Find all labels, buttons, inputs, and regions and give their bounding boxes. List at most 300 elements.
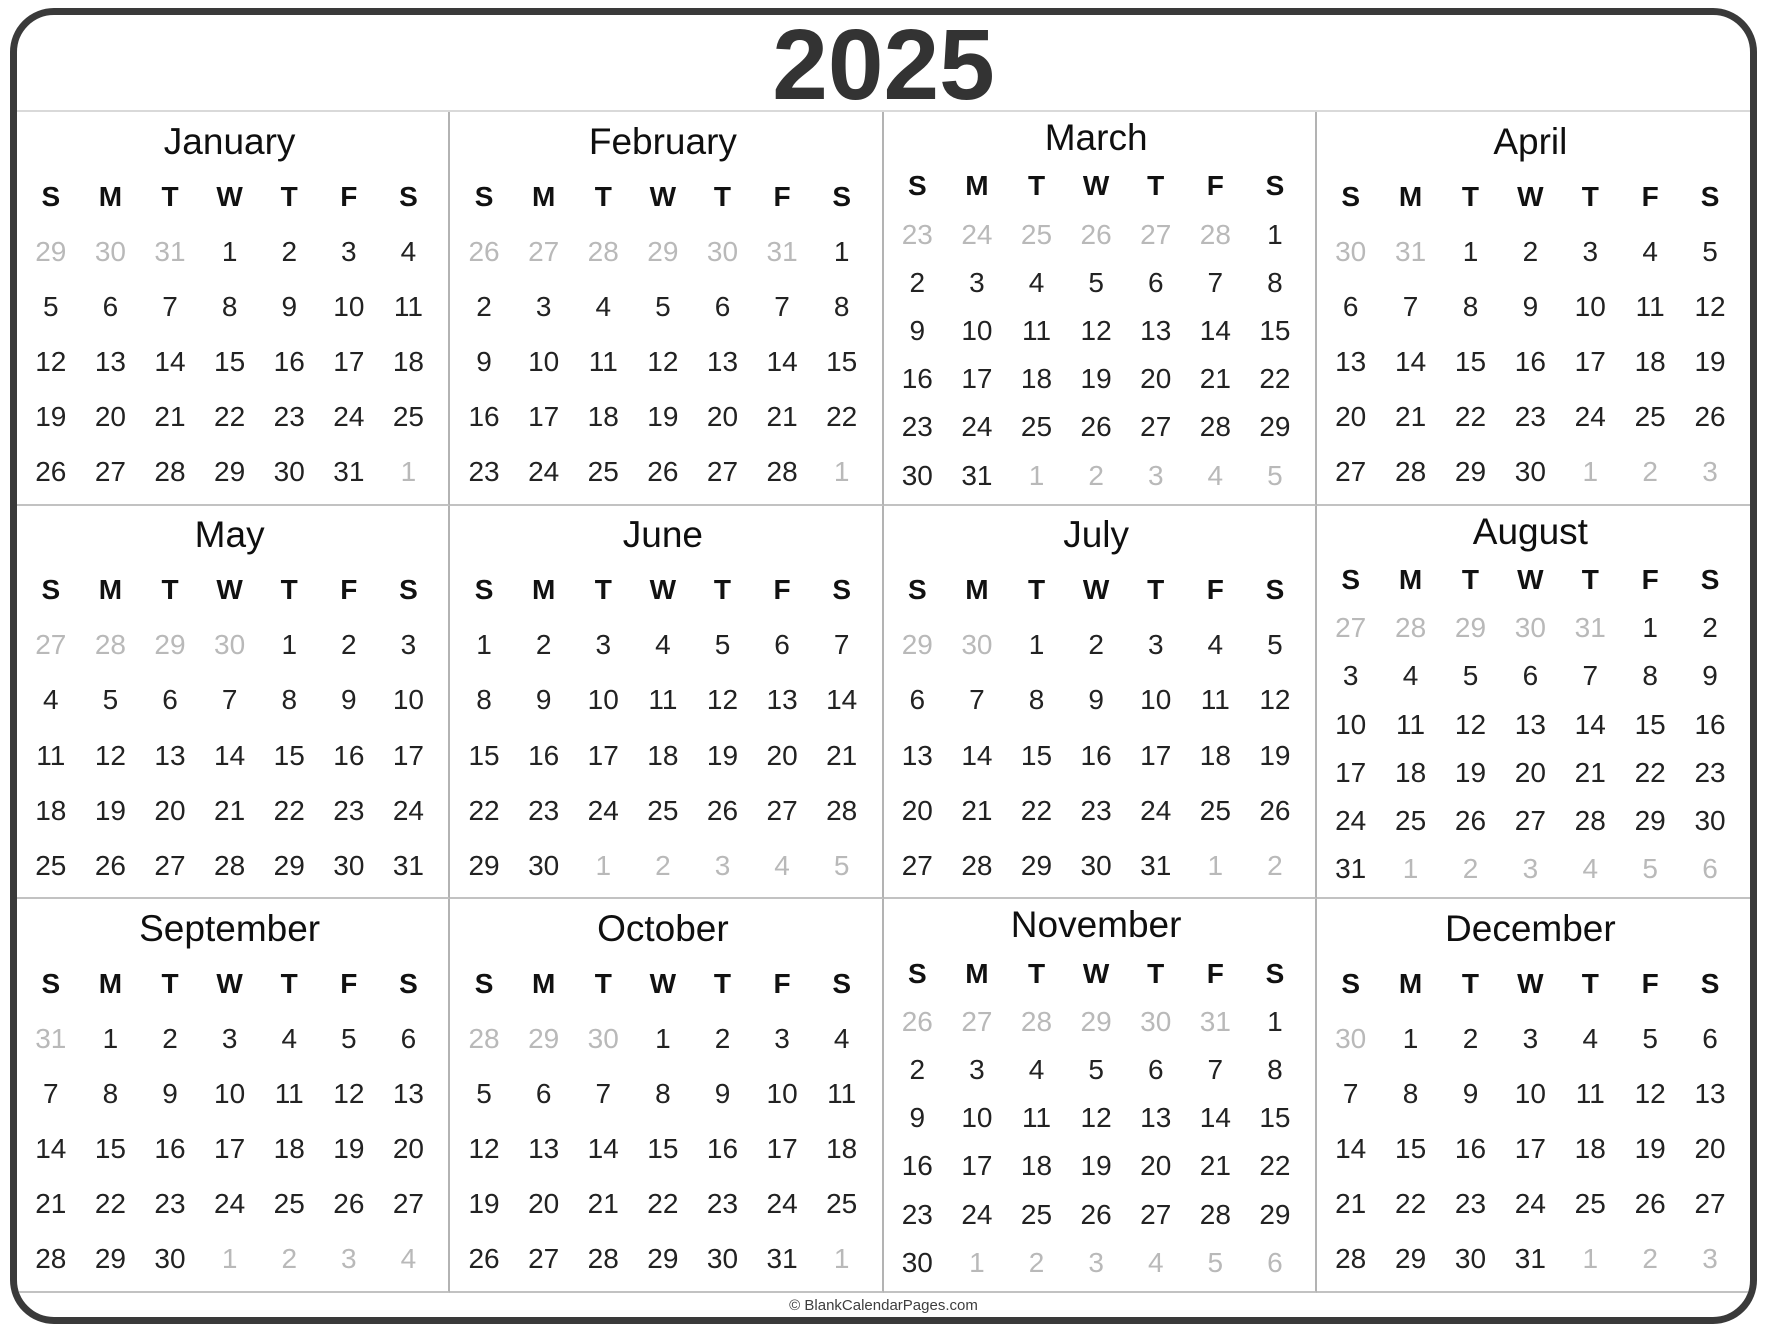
day-cell: 15: [1020, 739, 1053, 771]
day-cell: 8: [476, 684, 492, 716]
day-cell: 2: [1462, 1023, 1479, 1055]
day-cell: 10: [961, 1102, 993, 1134]
day-cell: 21: [961, 794, 993, 826]
month-title: October: [597, 907, 729, 949]
day-cell: 14: [587, 1133, 619, 1165]
day-cell: 22: [1395, 1188, 1427, 1220]
day-cell: 27: [961, 1005, 993, 1037]
day-cell: 3: [1702, 1243, 1718, 1275]
day-cell: 10: [1335, 708, 1367, 740]
day-cell: 28: [1199, 1198, 1231, 1230]
month-december: [1317, 899, 1750, 1293]
weekday-label: T: [713, 180, 732, 212]
day-cell: 27: [1335, 612, 1367, 644]
day-cell: 9: [714, 1078, 731, 1110]
day-cell: 15: [273, 739, 305, 771]
weekday-label: M: [965, 170, 989, 202]
day-cell: 13: [94, 345, 126, 377]
day-cell: 1: [400, 456, 417, 488]
calendar-frame: [10, 8, 1757, 1324]
day-cell: 18: [826, 1133, 858, 1165]
day-cell: 18: [1634, 345, 1666, 377]
day-cell: 19: [1634, 1133, 1666, 1165]
week-row: [1321, 1232, 1740, 1287]
day-cell: 22: [214, 401, 246, 433]
weekday-label: S: [1700, 180, 1720, 212]
day-cell: 7: [43, 1078, 59, 1110]
day-cell: 25: [273, 1188, 305, 1220]
week-row: [888, 673, 1305, 728]
day-cell: 20: [154, 794, 186, 826]
weekday-label: S: [41, 967, 61, 999]
day-cell: 31: [1199, 1005, 1231, 1037]
day-cell: 24: [1514, 1188, 1546, 1220]
week-row: [1321, 1177, 1740, 1232]
weekday-label: F: [1206, 574, 1224, 606]
week-row: [888, 451, 1305, 499]
day-cell: 11: [393, 290, 423, 322]
day-cell: 21: [587, 1188, 619, 1220]
day-cell: 28: [35, 1243, 67, 1275]
day-cell: 25: [1574, 1188, 1606, 1220]
weekday-label: S: [907, 170, 927, 202]
day-cell: 17: [392, 739, 425, 771]
day-cell: 30: [1514, 612, 1546, 644]
day-cell: 28: [154, 456, 186, 488]
day-cell: 25: [1634, 401, 1666, 433]
day-cell: 22: [1259, 1150, 1291, 1182]
day-cell: 4: [281, 1023, 298, 1055]
weekday-label: W: [649, 180, 677, 212]
day-cell: 25: [826, 1188, 858, 1220]
day-cell: 9: [281, 290, 298, 322]
week-row: [888, 1046, 1305, 1094]
day-cell: 29: [1454, 612, 1487, 644]
day-cell: 31: [1574, 612, 1606, 644]
weekday-header-row: [888, 563, 1305, 618]
day-cell: 2: [281, 1243, 298, 1275]
day-cell: 21: [766, 401, 798, 433]
week-row: [21, 389, 438, 444]
weekday-label: M: [531, 967, 556, 999]
day-cell: 10: [1574, 290, 1606, 322]
day-cell: 24: [528, 456, 560, 488]
day-cell: 3: [1522, 853, 1539, 885]
day-cell: 21: [826, 739, 858, 771]
week-row: [454, 224, 871, 279]
day-cell: 31: [766, 235, 798, 267]
day-cell: 2: [655, 849, 671, 881]
day-cell: 4: [1402, 660, 1419, 692]
day-cell: 18: [1395, 756, 1427, 788]
day-cell: 2: [476, 290, 492, 322]
footer: [17, 1293, 1750, 1317]
day-cell: 24: [333, 401, 365, 433]
day-cell: 11: [1200, 684, 1230, 716]
weekday-label: S: [1341, 180, 1361, 212]
day-cell: 1: [1028, 629, 1045, 661]
weekday-label: S: [1341, 563, 1361, 595]
weekday-label: S: [399, 180, 418, 212]
weekday-header-row: [21, 956, 438, 1011]
day-cell: 23: [1080, 794, 1112, 826]
weekday-label: W: [216, 180, 243, 212]
week-row: [454, 1067, 871, 1122]
day-cell: 11: [1635, 290, 1665, 322]
day-cell: 15: [1454, 345, 1487, 377]
day-cell: 26: [333, 1188, 365, 1220]
weekday-label: S: [474, 967, 494, 999]
day-cell: 11: [1021, 1102, 1052, 1134]
weekday-label: S: [41, 574, 61, 606]
day-cell: 29: [468, 849, 500, 881]
weekday-label: T: [1147, 574, 1165, 606]
weekday-label: W: [1517, 563, 1544, 595]
day-cell: 20: [766, 739, 798, 771]
day-cell: 30: [961, 629, 993, 661]
day-cell: 20: [1514, 756, 1546, 788]
day-cell: 16: [1694, 708, 1726, 740]
week-row: [454, 1232, 871, 1287]
weekday-label: T: [161, 967, 179, 999]
day-cell: 23: [901, 411, 933, 443]
day-cell: 5: [102, 684, 119, 716]
day-cell: 13: [706, 345, 739, 377]
day-cell: 23: [333, 794, 365, 826]
day-cell: 16: [1454, 1133, 1487, 1165]
day-cell: 29: [1634, 804, 1666, 836]
day-cell: 31: [154, 235, 186, 267]
weekday-label: T: [1581, 563, 1599, 595]
weekday-label: W: [216, 967, 243, 999]
month-march: [884, 112, 1317, 506]
day-cell: 11: [648, 684, 678, 716]
day-cell: 24: [392, 794, 425, 826]
day-cell: 17: [766, 1133, 798, 1165]
day-cell: 6: [1147, 1054, 1164, 1086]
day-cell: 18: [1574, 1133, 1606, 1165]
day-cell: 3: [1522, 1023, 1539, 1055]
day-cell: 10: [1514, 1078, 1546, 1110]
weekday-label: W: [649, 967, 677, 999]
weekday-label: T: [1461, 563, 1480, 595]
day-cell: 29: [1259, 411, 1291, 443]
weekday-label: F: [1206, 957, 1224, 989]
day-cell: 10: [392, 684, 425, 716]
day-cell: 30: [901, 1246, 933, 1278]
day-cell: 3: [1147, 629, 1164, 661]
weekday-label: T: [1027, 574, 1046, 606]
day-cell: 4: [655, 629, 671, 661]
day-cell: 22: [1259, 363, 1291, 395]
day-cell: 17: [214, 1133, 246, 1165]
day-cell: 30: [1514, 456, 1546, 488]
day-cell: 1: [221, 1243, 238, 1275]
day-cell: 25: [1395, 804, 1427, 836]
week-row: [454, 279, 871, 334]
weekday-label: T: [1461, 967, 1480, 999]
week-row: [1321, 445, 1740, 500]
weekday-label: F: [340, 574, 358, 606]
day-cell: 24: [1574, 401, 1606, 433]
week-row: [454, 1177, 871, 1232]
week-row: [21, 224, 438, 279]
day-cell: 19: [706, 739, 739, 771]
day-cell: 23: [1694, 756, 1726, 788]
day-cell: 29: [901, 629, 933, 661]
day-cell: 8: [1462, 290, 1479, 322]
day-cell: 27: [1140, 411, 1172, 443]
day-cell: 3: [1342, 660, 1359, 692]
day-cell: 8: [1642, 660, 1658, 692]
week-row: [1321, 389, 1740, 444]
month-february: [450, 112, 883, 506]
day-cell: 12: [706, 684, 739, 716]
day-cell: 19: [1080, 1150, 1112, 1182]
day-cell: 2: [909, 1054, 926, 1086]
day-cell: 6: [1342, 290, 1359, 322]
day-cell: 26: [901, 1005, 933, 1037]
day-cell: 21: [1395, 401, 1427, 433]
month-october: [450, 899, 883, 1293]
day-cell: 15: [468, 739, 500, 771]
day-cell: 31: [35, 1023, 67, 1055]
day-cell: 3: [969, 1054, 985, 1086]
day-cell: 13: [528, 1133, 560, 1165]
day-cell: 9: [1702, 660, 1718, 692]
day-cell: 6: [535, 1078, 552, 1110]
weekday-label: M: [1398, 967, 1423, 999]
day-cell: 4: [400, 1243, 417, 1275]
day-cell: 13: [392, 1078, 425, 1110]
day-cell: 4: [1582, 1023, 1599, 1055]
day-cell: 30: [1454, 1243, 1487, 1275]
day-cell: 26: [468, 1243, 500, 1275]
day-cell: 10: [766, 1078, 798, 1110]
day-cell: 23: [273, 401, 305, 433]
weekday-label: S: [41, 180, 61, 212]
week-row: [888, 210, 1305, 258]
day-cell: 18: [35, 794, 67, 826]
month-may: [17, 506, 450, 900]
year-title: 2025: [772, 8, 995, 121]
weekday-label: F: [340, 180, 358, 212]
week-row: [888, 1239, 1305, 1287]
day-cell: 1: [1207, 849, 1224, 881]
day-cell: 1: [1402, 1023, 1419, 1055]
day-cell: 27: [1140, 1198, 1172, 1230]
day-cell: 18: [392, 345, 425, 377]
day-cell: 29: [1395, 1243, 1427, 1275]
day-cell: 25: [1020, 1198, 1053, 1230]
day-cell: 5: [1642, 1023, 1658, 1055]
day-cell: 29: [1020, 849, 1053, 881]
day-cell: 2: [714, 1023, 731, 1055]
day-cell: 6: [1702, 1023, 1718, 1055]
day-cell: 14: [1574, 708, 1606, 740]
week-row: [1321, 1012, 1740, 1067]
month-title: November: [1010, 904, 1182, 946]
day-cell: 28: [961, 849, 993, 881]
day-cell: 28: [826, 794, 858, 826]
week-row: [1321, 279, 1740, 334]
day-cell: 26: [1694, 401, 1726, 433]
weekday-label: M: [965, 574, 989, 606]
day-cell: 14: [826, 684, 858, 716]
day-cell: 4: [1582, 853, 1599, 885]
day-cell: 2: [1088, 629, 1104, 661]
day-cell: 7: [774, 290, 790, 322]
day-cell: 5: [1267, 629, 1283, 661]
day-cell: 26: [1080, 411, 1112, 443]
weekday-label: F: [1641, 563, 1659, 595]
day-cell: 30: [273, 456, 305, 488]
weekday-label: T: [280, 180, 298, 212]
weekday-header-row: [1321, 956, 1740, 1011]
day-cell: 2: [1462, 853, 1479, 885]
day-cell: 15: [1259, 1102, 1291, 1134]
day-cell: 17: [961, 363, 993, 395]
day-cell: 26: [1454, 804, 1487, 836]
week-row: [21, 838, 438, 893]
day-cell: 26: [35, 456, 67, 488]
day-cell: 28: [1020, 1005, 1053, 1037]
day-cell: 22: [1634, 756, 1666, 788]
day-cell: 2: [1642, 456, 1658, 488]
weekday-label: S: [907, 574, 927, 606]
weekday-label: M: [98, 180, 123, 212]
weekday-label: M: [965, 957, 989, 989]
day-cell: 7: [969, 684, 985, 716]
week-row: [888, 783, 1305, 838]
day-cell: 6: [400, 1023, 417, 1055]
day-cell: 20: [1140, 1150, 1172, 1182]
day-cell: 1: [1267, 1005, 1283, 1037]
month-april: [1317, 112, 1750, 506]
weekday-label: W: [1082, 957, 1110, 989]
month-title: December: [1445, 907, 1616, 949]
day-cell: 7: [1207, 266, 1224, 298]
day-cell: 28: [587, 1243, 619, 1275]
weekday-label: T: [1147, 957, 1165, 989]
day-cell: 6: [1522, 660, 1539, 692]
day-cell: 19: [1454, 756, 1487, 788]
day-cell: 5: [1462, 660, 1479, 692]
day-cell: 4: [1207, 629, 1224, 661]
day-cell: 2: [341, 629, 357, 661]
day-cell: 13: [154, 739, 186, 771]
weekday-label: F: [1641, 180, 1659, 212]
day-cell: 26: [1080, 218, 1112, 250]
day-cell: 15: [1259, 314, 1291, 346]
month-june: [450, 506, 883, 900]
day-cell: 26: [647, 456, 679, 488]
day-cell: 22: [826, 401, 858, 433]
day-cell: 24: [214, 1188, 246, 1220]
day-cell: 30: [94, 235, 126, 267]
day-cell: 30: [706, 235, 739, 267]
week-row: [888, 403, 1305, 451]
day-cell: 31: [392, 849, 425, 881]
day-cell: 20: [1335, 401, 1367, 433]
day-cell: 8: [1267, 266, 1283, 298]
day-cell: 27: [1514, 804, 1546, 836]
day-cell: 13: [1140, 314, 1172, 346]
day-cell: 12: [1634, 1078, 1666, 1110]
weekday-label: S: [399, 967, 418, 999]
day-cell: 4: [1147, 1246, 1164, 1278]
day-cell: 3: [774, 1023, 790, 1055]
day-cell: 9: [1522, 290, 1539, 322]
week-row: [454, 1012, 871, 1067]
weekday-label: S: [1700, 563, 1720, 595]
day-cell: 6: [1702, 853, 1718, 885]
day-cell: 7: [1342, 1078, 1359, 1110]
day-cell: 1: [281, 629, 298, 661]
day-cell: 13: [1335, 345, 1367, 377]
day-cell: 30: [706, 1243, 739, 1275]
day-cell: 25: [1020, 218, 1053, 250]
day-cell: 1: [221, 235, 238, 267]
day-cell: 2: [1267, 849, 1283, 881]
day-cell: 8: [221, 290, 238, 322]
day-cell: 9: [1462, 1078, 1479, 1110]
day-cell: 1: [1402, 853, 1419, 885]
week-row: [21, 279, 438, 334]
weekday-label: F: [773, 574, 791, 606]
day-cell: 19: [1694, 345, 1726, 377]
day-cell: 29: [528, 1023, 560, 1055]
day-cell: 1: [1582, 1243, 1599, 1275]
day-cell: 28: [1574, 804, 1606, 836]
weekday-header-row: [888, 162, 1305, 210]
day-cell: 7: [221, 684, 238, 716]
day-cell: 2: [535, 629, 552, 661]
week-row: [454, 389, 871, 444]
day-cell: 14: [214, 739, 246, 771]
day-cell: 28: [587, 235, 619, 267]
day-cell: 1: [595, 849, 612, 881]
day-cell: 16: [1514, 345, 1546, 377]
weekday-header-row: [1321, 169, 1740, 224]
day-cell: 30: [1694, 804, 1726, 836]
day-cell: 3: [595, 629, 612, 661]
day-cell: 23: [1454, 1188, 1487, 1220]
day-cell: 16: [901, 1150, 933, 1182]
week-row: [21, 1067, 438, 1122]
month-title: June: [622, 514, 703, 556]
day-cell: 4: [400, 235, 417, 267]
day-cell: 17: [1574, 345, 1606, 377]
day-cell: 15: [826, 345, 858, 377]
day-cell: 5: [833, 849, 850, 881]
day-cell: 14: [35, 1133, 67, 1165]
day-cell: 17: [587, 739, 619, 771]
day-cell: 16: [706, 1133, 739, 1165]
day-cell: 12: [1259, 684, 1291, 716]
day-cell: 1: [1642, 612, 1658, 644]
day-cell: 4: [43, 684, 59, 716]
day-cell: 4: [1642, 235, 1658, 267]
day-cell: 18: [273, 1133, 305, 1165]
day-cell: 3: [400, 629, 417, 661]
day-cell: 27: [35, 629, 67, 661]
week-row: [888, 998, 1305, 1046]
day-cell: 2: [1642, 1243, 1658, 1275]
footer-credit: © BlankCalendarPages.com: [789, 1296, 978, 1314]
day-cell: 19: [94, 794, 126, 826]
day-cell: 20: [528, 1188, 560, 1220]
